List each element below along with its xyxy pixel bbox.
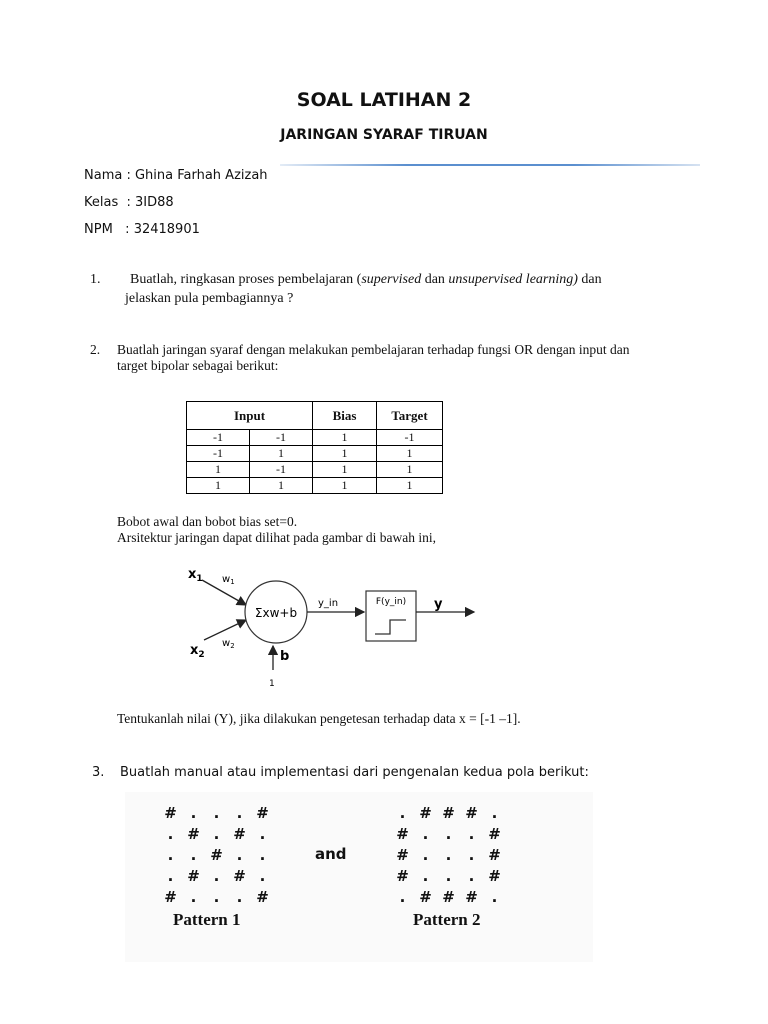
table-header-row (187, 402, 443, 430)
w1-label: $w_1$ (222, 574, 235, 586)
header-input: Input (187, 402, 313, 430)
pattern-2-cell: . (399, 888, 406, 906)
table-cell: 1 (377, 478, 443, 494)
pattern-2-cell: . (445, 846, 452, 864)
pattern-1-cell: . (213, 888, 220, 906)
npm-label: NPM : (84, 222, 134, 237)
pattern-2-cell: # (396, 825, 409, 843)
pattern-2-label: Pattern 2 (413, 910, 481, 929)
or-truth-table (186, 401, 443, 494)
question-3-text: Buatlah manual atau implementasi dari pengenalan kedua pola berikut: (120, 765, 589, 780)
pattern-1-cell: # (187, 867, 200, 885)
pattern-2-cell: . (422, 846, 429, 864)
output-label: y (434, 597, 443, 612)
pattern-1-cell: . (213, 825, 220, 843)
table-cell: 1 (313, 446, 377, 462)
q1-text-2: dan (421, 272, 449, 287)
question-1-line1 (130, 270, 690, 289)
pattern-2-cell: . (399, 804, 406, 822)
table-row (187, 462, 443, 478)
pattern-2-cell: # (465, 888, 478, 906)
pattern-1-cell: # (233, 825, 246, 843)
w2-label: $w_2$ (222, 638, 235, 650)
pattern-1-cell: . (259, 825, 266, 843)
table-cell: 1 (313, 478, 377, 494)
pattern-1-cell: . (190, 804, 197, 822)
test-question: Tentukanlah nilai (Y), jika dilakukan pengetesan terhadap data x = [-1 –1]. (117, 711, 521, 726)
pattern-2-cell: # (442, 804, 455, 822)
q1-text-3: dan (577, 272, 602, 287)
question-2-line1: Buatlah jaringan syaraf dengan melakukan pembelajaran terhadap fungsi OR dengan input dan (117, 342, 630, 357)
pattern-1-cell: # (210, 846, 223, 864)
pattern-1-cell: . (167, 825, 174, 843)
student-name-row (84, 168, 268, 183)
table-cell: 1 (377, 446, 443, 462)
question-3-number: 3. (92, 765, 105, 780)
q1-italic-unsupervised: unsupervised learning) (448, 272, 578, 287)
perceptron-diagram (180, 560, 490, 695)
table-row (187, 478, 443, 494)
x1-label: $x_1$ (188, 567, 203, 584)
y-in-label: y_in (318, 598, 339, 609)
pattern-2-cell: . (468, 867, 475, 885)
table-row (187, 446, 443, 462)
pattern-1-cell: . (213, 867, 220, 885)
pattern-1-cell: . (259, 867, 266, 885)
question-1-line2: jelaskan pula pembagiannya ? (125, 291, 294, 306)
pattern-2-cell: . (445, 867, 452, 885)
table-cell: -1 (250, 462, 313, 478)
pattern-2-cell: . (468, 846, 475, 864)
bias-input-one: 1 (269, 679, 275, 689)
table-row (187, 430, 443, 446)
table-cell: 1 (187, 478, 250, 494)
pattern-2-cell: . (491, 888, 498, 906)
name-label: Nama : (84, 168, 135, 183)
student-class: 3ID88 (135, 195, 174, 210)
pattern-1-cell: . (236, 888, 243, 906)
pattern-1-grid (159, 804, 274, 909)
table-cell: 1 (313, 462, 377, 478)
table-cell: -1 (250, 430, 313, 446)
pattern-1-label: Pattern 1 (173, 910, 241, 929)
pattern-2-cell: # (419, 888, 432, 906)
pattern-1-cell: . (213, 804, 220, 822)
student-class-row (84, 195, 174, 210)
table-cell: 1 (313, 430, 377, 446)
pattern-1-cell: . (236, 804, 243, 822)
pattern-1-cell: # (164, 888, 177, 906)
header-target: Target (377, 402, 443, 430)
q1-italic-supervised: supervised (361, 272, 422, 287)
student-npm-row (84, 222, 200, 237)
pattern-1-cell: # (256, 888, 269, 906)
pattern-1-cell: # (233, 867, 246, 885)
student-name: Ghina Farhah Azizah (134, 168, 268, 183)
x2-label: $x_2$ (190, 643, 205, 660)
pattern-1-cell: # (164, 804, 177, 822)
page-title: SOAL LATIHAN 2 (296, 89, 472, 111)
pattern-2-cell: # (442, 888, 455, 906)
pattern-1-cell: . (259, 846, 266, 864)
pattern-2-cell: # (419, 804, 432, 822)
pattern-2-cell: . (445, 825, 452, 843)
pattern-2-cell: # (465, 804, 478, 822)
pattern-2-cell: # (396, 867, 409, 885)
header-bias: Bias (313, 402, 377, 430)
question-1-number: 1. (90, 272, 101, 287)
pattern-2-cell: . (491, 804, 498, 822)
pattern-2-cell: . (422, 867, 429, 885)
table-cell: 1 (377, 462, 443, 478)
pattern-2-cell: . (468, 825, 475, 843)
pattern-2-grid (391, 804, 506, 909)
summation-label: Σxw+b (254, 606, 298, 620)
table-cell: -1 (377, 430, 443, 446)
class-label: Kelas : (84, 195, 136, 210)
pattern-2-cell: # (396, 846, 409, 864)
pattern-2-cell: # (488, 846, 501, 864)
and-label: and (315, 845, 347, 863)
patterns-figure (125, 792, 593, 962)
student-npm: 32418901 (133, 222, 200, 237)
table-cell: 1 (250, 446, 313, 462)
header-divider (280, 164, 700, 166)
table-cell: -1 (187, 430, 250, 446)
initial-weights-note: Bobot awal dan bobot bias set=0. (117, 514, 298, 529)
x2-edge (204, 620, 246, 640)
question-2-number: 2. (90, 342, 101, 357)
pattern-2-cell: . (422, 825, 429, 843)
page-subtitle: JARINGAN SYARAF TIRUAN (280, 127, 488, 143)
pattern-1-cell: . (167, 867, 174, 885)
table-cell: 1 (250, 478, 313, 494)
pattern-1-cell: # (256, 804, 269, 822)
pattern-1-cell: . (190, 888, 197, 906)
table-cell: 1 (187, 462, 250, 478)
pattern-1-cell: . (190, 846, 197, 864)
bias-label: b (280, 649, 290, 664)
pattern-2-cell: # (488, 825, 501, 843)
architecture-note: Arsitektur jaringan dapat dilihat pada gambar di bawah ini, (117, 530, 437, 545)
pattern-1-cell: # (187, 825, 200, 843)
table-cell: -1 (187, 446, 250, 462)
question-2-line2: target bipolar sebagai berikut: (117, 358, 279, 373)
pattern-1-cell: . (236, 846, 243, 864)
activation-label: F(y_in) (375, 597, 407, 607)
q1-text-1: Buatlah, ringkasan proses pembelajaran ( (130, 272, 362, 287)
pattern-1-cell: . (167, 846, 174, 864)
pattern-2-cell: # (488, 867, 501, 885)
